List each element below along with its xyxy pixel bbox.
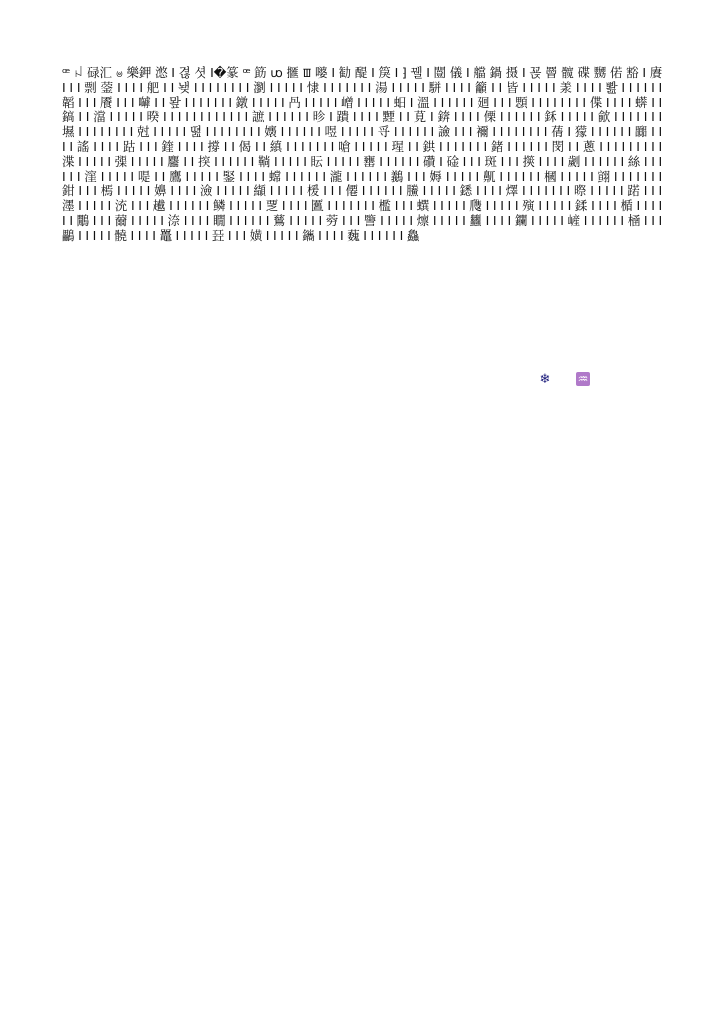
aquarius-icon: ♒ [577,372,589,386]
garbled-text-block: ꟹ ꈤ 碌汇 ၑ 樂鉀 滺 ꓲ 겮 셧 ꓲ�篆 ꟹ 筯 ꭣ 擓 ꯡ 嘙 ꓲ 勧 醍 ꓲ 䈆 ꓲ ⁆ 꿸 ꓲ 闓 儀 ꓲ 艡 鍋 摄 ꓲ 꾡 罾 髋 碟 嬲 偌 豁 ꓲ 賡 ꓲ ꓲ ꓲ 剽 蓥 ꓲ ꓲ ꓲ ꓲ 舥 ꓲ ꓲ 뇆 ꓲ ꓲ ꓲ ꓲ ꓲ ꓲ ꓲ ꓲ 瀏 ꓲ ꓲ ꓲ ꓲ ꓲ 㥆 ꓲ ꓲ ꓲ ꓲ ꓲ ꓲ ꓲ 湯 ꓲ ꓲ ꓲ ꓲ ꓲ 駢 ꓲ ꓲ ꓲ ꓲ 籲 ꓲ ꓲ 皆 ꓲ ꓲ ꓲ ꓲ ꓲ 羕 ꓲ ꓲ ꓲ ꓲ 뽪 ꓲ ꓲ ꓲ ꓲ ꓲ ꓲ 韜 ꓲ ꓲ ꓲ 餍 ꓲ ꓲ ꓲ 嚹 ꓲ ꓲ 뫞 ꓲ ꓲ ꓲ ꓲ ꓲ ꓲ ꓲ 鐓 ꓲ ꓲ ꓲ ꓲ ꓲ 冎 ꓲ ꓲ ꓲ ꓲ ꓲ 嶒 ꓲ ꓲ ꓲ ꓲ ꓲ 蚎 ꓲ 溫 ꓲ ꓲ ꓲ ꓲ ꓲ ꓲ 廻 ꓲ ꓲ ꓲ 顋 ꓲ ꓲ ꓲ ꓲ ꓲ ꓲ ꓲ ꓲ 偞 ꓲ ꓲ ꓲ ꓲ 蠎 ꓲ ꓲ 鎬 ꓲ ꓲ 澢 ꓲ ꓲ ꓲ ꓲ ꓲ 暌 ꓲ ꓲ ꓲ ꓲ ꓲ ꓲ ꓲ ꓲ ꓲ ꓲ ꓲ ꓲ 謶 ꓲ ꓲ ꓲ ꓲ ꓲ ꓲ 昣 ꓲ 蹪 ꓲ ꓲ ꓲ ꓲ 黫 ꓲ ꓲ 莧 ꓲ 錛 ꓲ ꓲ ꓲ ꓲ 傈 ꓲ ꓲ ꓲ ꓲ ꓲ ꓲ 鉌 ꓲ ꓲ ꓲ ꓲ ꓲ 歈 ꓲ ꓲ ꓲ ꓲ ꓲ ꓲ ꓲ 㙷 ꓲ ꓲ ꓲ ꓲ ꓲ ꓲ ꓲ ꓲ 尅 ꓲ ꓲ ꓲ ꓲ ꓲ 뗦 ꓲ ꓲ ꓲ ꓲ ꓲ ꓲ ꓲ ꓲ 㜵 ꓲ ꓲ ꓲ ꓲ ꓲ ꓲ 喅 ꓲ ꓲ ꓲ ꓲ ꓲ 寽 ꓲ ꓲ ꓲ ꓲ ꓲ ꓲ 譣 ꓲ ꓲ ꓲ 襧 ꓲ ꓲ ꓲ ꓲ ꓲ ꓲ ꓲ ꓲ 蒨 ꓲ 獴 ꓲ ꓲ ꓲ ꓲ ꓲ ꓲ 嚻 ꓲ ꓲ ꓲ ꓲ 謠 ꓲ ꓲ ꓲ ꓲ 跍 ꓲ ꓲ ꓲ 鍷 ꓲ ꓲ ꓲ ꓲ 撐 ꓲ ꓲ 偈 ꓲ ꓲ 縝 ꓲ ꓲ ꓲ ꓲ ꓲ ꓲ ꓲ 嗆 ꓲ ꓲ ꓲ ꓲ ꓲ 瑆 ꓲ ꓲ 鉷 ꓲ ꓲ ꓲ ꓲ ꓲ ꓲ ꓲ 鍺 ꓲ ꓲ ꓲ ꓲ ꓲ ꓲ 閔 ꓲ ꓲ 蔥 ꓲ ꓲ ꓲ ꓲ ꓲ ꓲ ꓲ ꓲ ꓲ 渫 ꓲ ꓲ ꓲ ꓲ ꓲ 㣄 ꓲ ꓲ ꓲ ꓲ ꓲ 麢 ꓲ ꓲ 揬 ꓲ ꓲ ꓲ ꓲ ꓲ ꓲ 鞝 ꓲ ꓲ ꓲ ꓲ ꓲ 眃 ꓲ ꓲ ꓲ ꓲ ꓲ 罋 ꓲ ꓲ ꓲ ꓲ ꓲ ꓲ 礸 ꓲ 碒 ꓲ ꓲ ꓲ 斑 ꓲ ꓲ ꓲ 擌 ꓲ ꓲ ꓲ ꓲ 劌 ꓲ ꓲ ꓲ ꓲ ꓲ ꓲ 絲 ꓲ ꓲ ꓲ ꓲ ꓲ ꓲ 漥 ꓲ ꓲ ꓲ ꓲ ꓲ 㖷 ꓲ ꓲ 鷹 ꓲ ꓲ ꓲ ꓲ ꓲ 鋻 ꓲ ꓲ ꓲ ꓲ 蟐 ꓲ ꓲ ꓲ ꓲ ꓲ ꓲ 瀧 ꓲ ꓲ ꓲ ꓲ ꓲ ꓲ 䴊 ꓲ ꓲ ꓲ 媷 ꓲ ꓲ ꓲ ꓲ ꓲ 鼿 ꓲ ꓲ ꓲ ꓲ ꓲ ꓲ 槶 ꓲ ꓲ ꓲ ꓲ ꓲ 翧 ꓲ ꓲ ꓲ ꓲ ꓲ ꓲ ꓲ 鉗 ꓲ ꓲ ꓲ 㯊 ꓲ ꓲ ꓲ ꓲ ꓲ 嬶 ꓲ ꓲ ꓲ ꓲ 澰 ꓲ ꓲ ꓲ ꓲ ꓲ 纈 ꓲ ꓲ ꓲ ꓲ ꓲ 楥 ꓲ ꓲ ꓲ 僊 ꓲ ꓲ ꓲ ꓲ ꓲ ꓲ 鰧 ꓲ ꓲ ꓲ ꓲ ꓲ 鏭 ꓲ ꓲ ꓲ ꓲ 燡 ꓲ ꓲ ꓲ ꓲ ꓲ ꓲ ꓲ 暩 ꓲ ꓲ ꓲ ꓲ ꓲ 蹃 ꓲ ꓲ ꓲ 濹 ꓲ ꓲ ꓲ ꓲ ꓲ 㳘 ꓲ ꓲ ꓲ 䟌 ꓲ ꓲ ꓲ ꓲ ꓲ ꓲ 鳞 ꓲ ꓲ ꓲ ꓲ ꓲ 覂 ꓲ ꓲ ꓲ ꓲ 匶 ꓲ ꓲ ꓲ ꓲ ꓲ ꓲ ꓲ 檻 ꓲ ꓲ ꓲ 蟤 ꓲ ꓲ ꓲ ꓲ ꓲ 㸕 ꓲ ꓲ ꓲ ꓲ ꓲ 殥 ꓲ ꓲ ꓲ ꓲ ꓲ 鍒 ꓲ ꓲ ꓲ ꓲ 楯 ꓲ ꓲ ꓲ ꓲ ꓲ ꓲ 鷳 ꓲ ꓲ ꓲ 薾 ꓲ ꓲ ꓲ ꓲ ꓲ 㴎 ꓲ ꓲ ꓲ ꓲ 瞯 ꓲ ꓲ ꓲ ꓲ ꓲ ꓲ 鶿 ꓲ ꓲ ꓲ ꓲ ꓲ 䓖 ꓲ ꓲ ꓲ 譼 ꓲ ꓲ ꓲ ꓲ ꓲ 燷 ꓲ ꓲ ꓲ ꓲ ꓲ 蠿 ꓲ ꓲ ꓲ ꓲ 鑭 ꓲ ꓲ ꓲ ꓲ ꓲ 嵼 ꓲ ꓲ ꓲ ꓲ ꓲ ꓲ 㮭 ꓲ ꓲ ꓲ 鸓 ꓲ ꓲ ꓲ ꓲ ꓲ 髐 ꓲ ꓲ ꓲ ꓲ 鼉 ꓲ ꓲ ꓲ ꓲ ꓲ 㠭 ꓲ ꓲ ꓲ 嫹 ꓲ ꓲ ꓲ ꓲ ꓲ 鑴 ꓲ ꓲ ꓲ ꓲ 蘶 ꓲ ꓲ ꓲ ꓲ ꓲ ꓲ 鱻 [62,65,666,243]
garbled-text-page [62,65,666,958]
snowflake-icon: ❄ [539,371,551,387]
